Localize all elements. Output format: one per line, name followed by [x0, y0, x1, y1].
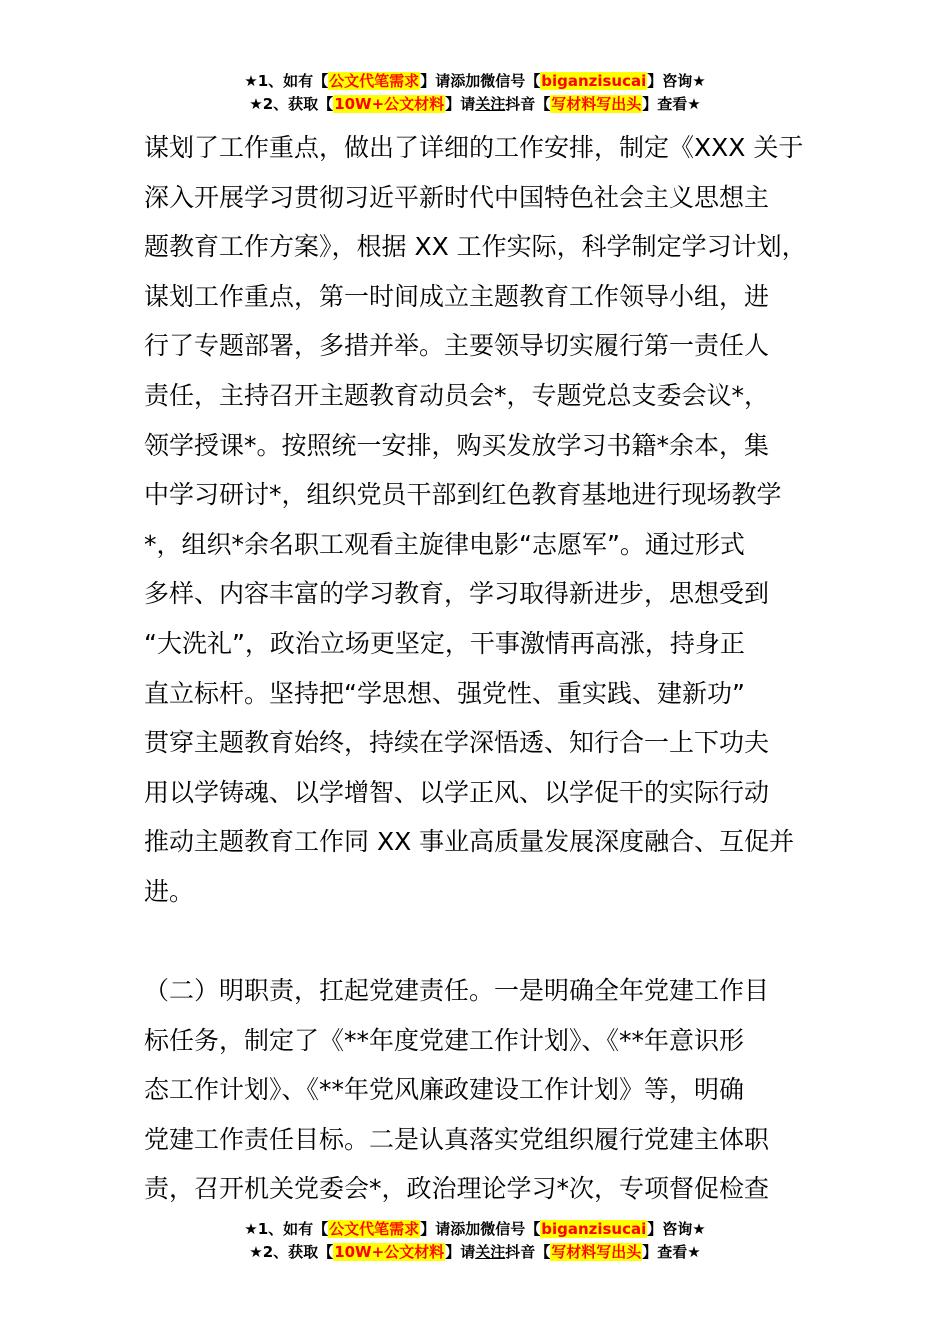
banner-highlight: biganzisucai [541, 72, 647, 90]
text-line: 责任，主持召开主题教育动员会*，专题党总支委会议*， [144, 380, 770, 410]
text-line: 行了专题部署，多措并举。主要领导切实履行第一责任人 [144, 331, 770, 361]
footer-banner [0, 1218, 950, 1264]
text-line: 领学授课*。按照统一安排，购买发放学习书籍*余本，集 [144, 430, 770, 460]
banner-text: 】咨询★ [647, 72, 706, 90]
text-line: 推动主题教育工作同 XX 事业高质量发展深度融合、互促并 [144, 827, 795, 857]
banner-text: 】请添加微信号【 [420, 1220, 541, 1238]
banner-highlight: 公文代笔需求 [329, 72, 420, 90]
banner-highlight: 10W+公文材料 [334, 95, 445, 113]
text-line: “大洗礼”，政治立场更坚定，干事激情再高涨，持身正 [144, 628, 745, 658]
banner-text: ★2、获取【 [249, 1243, 334, 1261]
text-line: *，组织*余名职工观看主旋律电影“志愿军”。通过形式 [144, 529, 745, 559]
banner-underlined: 关注 [475, 1243, 506, 1261]
banner-highlight: 公文代笔需求 [329, 1220, 420, 1238]
text-line: 进。 [144, 876, 195, 906]
paragraph-1 [144, 123, 834, 917]
text-line: （二）明职责，扛起党建责任。一是明确全年党建工作目 [144, 976, 770, 1006]
banner-text: 】查看★ [642, 95, 701, 113]
text-line: 贯穿主题教育始终，持续在学深悟透、知行合一上下功夫 [144, 728, 770, 758]
document-body [144, 123, 834, 1214]
text-line: 谋划工作重点，第一时间成立主题教育工作领导小组，进 [144, 281, 770, 311]
text-line: 直立标杆。坚持把“学思想、强党性、重实践、建新功” [144, 678, 745, 708]
header-banner [0, 70, 950, 116]
banner-line-1 [0, 70, 950, 93]
banner-highlight: 写材料写出头 [551, 95, 642, 113]
banner-text: 】请 [445, 1243, 476, 1261]
banner-line-2 [0, 1241, 950, 1264]
text-line: 态工作计划》、《**年党风廉政建设工作计划》等，明确 [144, 1075, 745, 1105]
banner-line-1 [0, 1218, 950, 1241]
text-line: 谋划了工作重点，做出了详细的工作安排，制定《XXX 关于 [144, 133, 804, 162]
text-line: 多样、内容丰富的学习教育，学习取得新进步，思想受到 [144, 579, 770, 609]
banner-text: 抖音【 [505, 1243, 551, 1261]
banner-highlight: 10W+公文材料 [334, 1243, 445, 1261]
banner-underlined: 关注 [475, 95, 506, 113]
banner-highlight: biganzisucai [541, 1220, 647, 1238]
banner-text: 】请 [445, 95, 476, 113]
text-line: 深入开展学习贯彻习近平新时代中国特色社会主义思想主 [144, 182, 770, 212]
text-line: 用以学铸魂、以学增智、以学正风、以学促干的实际行动 [144, 777, 770, 807]
banner-text: 】咨询★ [647, 1220, 706, 1238]
paragraph-2 [144, 966, 834, 1214]
banner-line-2 [0, 93, 950, 116]
text-line: 标任务，制定了《**年度党建工作计划》、《**年意识形 [144, 1025, 745, 1055]
text-line: 中学习研讨*，组织党员干部到红色教育基地进行现场教学 [144, 480, 782, 510]
banner-text: 抖音【 [505, 95, 551, 113]
text-line: 责，召开机关党委会*，政治理论学习*次，专项督促检查 [144, 1174, 770, 1204]
banner-text: 】查看★ [642, 1243, 701, 1261]
text-line: 题教育工作方案》，根据 XX 工作实际，科学制定学习计划， [144, 232, 807, 262]
banner-text: ★2、获取【 [249, 95, 334, 113]
banner-text: 】请添加微信号【 [420, 72, 541, 90]
banner-highlight: 写材料写出头 [551, 1243, 642, 1261]
banner-text: ★1、如有【 [244, 72, 329, 90]
banner-text: ★1、如有【 [244, 1220, 329, 1238]
text-line: 党建工作责任目标。二是认真落实党组织履行党建主体职 [144, 1124, 770, 1154]
paragraph-gap [144, 917, 834, 967]
